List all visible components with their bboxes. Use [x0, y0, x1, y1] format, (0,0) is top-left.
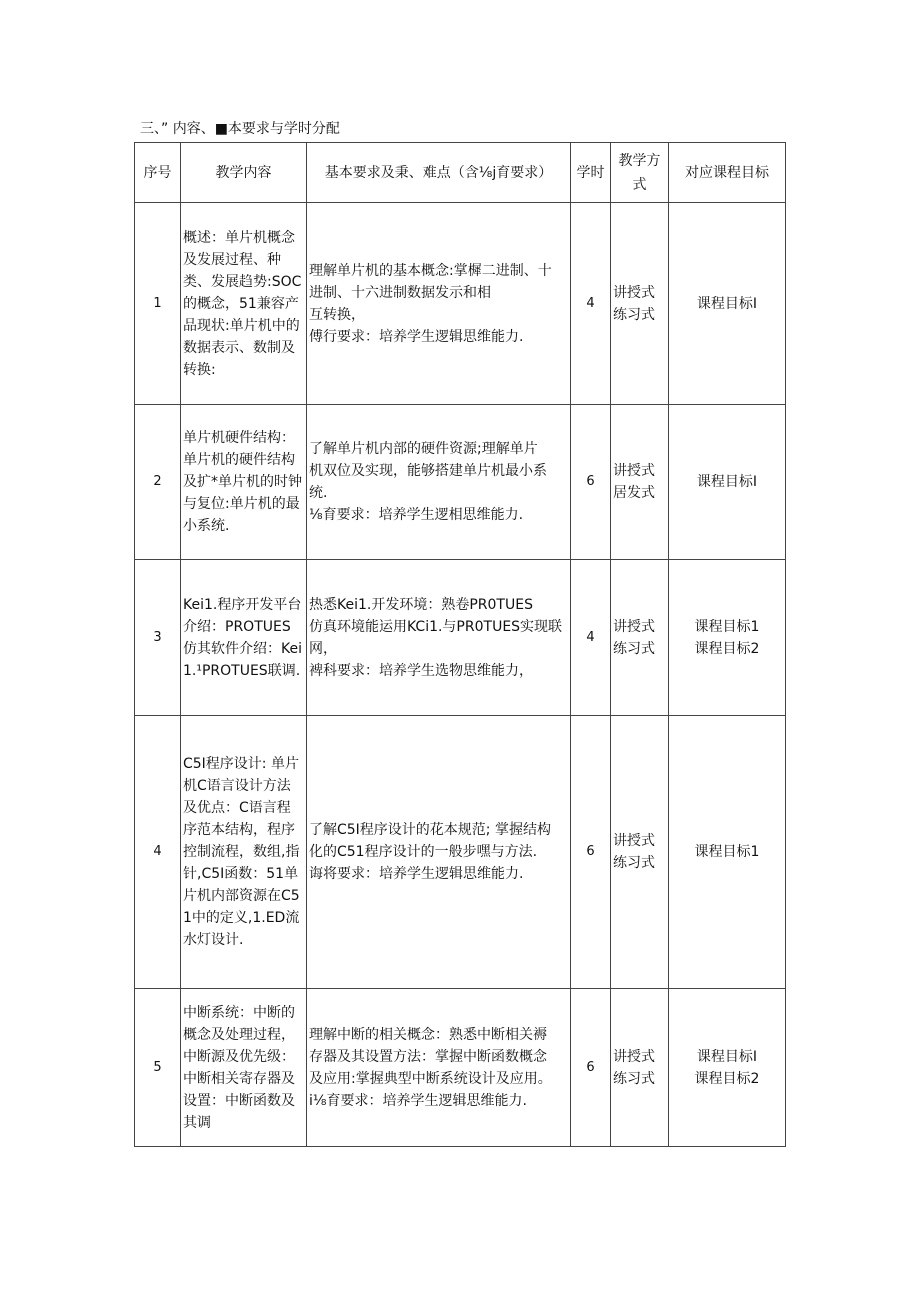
goal-line: 课程目标I	[696, 1048, 758, 1065]
requirement-line: 裨科要求：培养学生选物思维能力，	[309, 662, 533, 679]
requirement-line: 傅行要求：培养学生逻辑思维能力.	[309, 328, 524, 345]
requirement-line: 理解单片机的基本概念:掌樨二进制、十	[309, 262, 552, 279]
method-line: 练习式	[613, 640, 655, 657]
row-requirements	[307, 405, 571, 560]
goal-line: 课程目标2	[694, 640, 760, 657]
method-line: 讲授式	[613, 463, 655, 479]
teaching-schedule-table	[134, 142, 786, 1147]
header-requirements: 基本要求及秉、难点（含⅛j育要求）	[307, 143, 571, 203]
goal-line: 课程目标I	[696, 295, 758, 312]
table-row	[135, 716, 786, 989]
header-hours: 学时	[571, 143, 611, 203]
requirement-line: 理解中断的相关概念：熟悉中断相关褥	[309, 1026, 547, 1043]
requirement-line: i⅛育要求：培养学生逻辑思维能力.	[309, 1092, 527, 1109]
header-goal: 对应课程目标	[669, 143, 786, 203]
method-line: 居发式	[613, 485, 655, 501]
row-no: 1	[135, 203, 181, 405]
requirement-line: 化的C51程序设计的一般步嘿与方法.	[309, 844, 538, 860]
row-hours: 6	[571, 716, 611, 989]
method-line: 讲授式	[613, 618, 655, 635]
row-content: Kei1.程序开发平台介绍：PROTUES仿其软件介绍：Kei1.¹PROTUES联调.	[181, 560, 307, 716]
row-method	[611, 203, 669, 405]
row-content: 概述：单片机概念及发展过程、种类、发展趋势:SOC的概念，51兼容产品现状:单片机中的数据表示、数制及转换:	[181, 203, 307, 405]
row-method	[611, 716, 669, 989]
method-line: 讲授式	[613, 833, 655, 849]
row-no: 3	[135, 560, 181, 716]
requirement-line: 互转换，	[309, 306, 365, 323]
row-requirements	[307, 560, 571, 716]
goal-line: 课程目标2	[694, 1070, 760, 1087]
requirement-line: 统.	[309, 485, 328, 501]
row-method	[611, 989, 669, 1147]
row-goal	[669, 203, 786, 405]
table-row	[135, 560, 786, 716]
requirement-line: 仿真环境能运用KCi1.与PR0TUES实现联	[309, 618, 563, 635]
goal-line: 课程目标1	[694, 618, 760, 635]
header-method: 教学方式	[611, 143, 669, 203]
requirement-line: 及应用:掌握典型中断系统设计及应用。	[309, 1070, 552, 1087]
row-requirements	[307, 716, 571, 989]
method-line: 练习式	[613, 306, 655, 323]
requirement-line: 了解C5I程序设计的花本规范; 掌握结构	[309, 822, 551, 838]
requirement-line: 机双位及实现，能够搭建单片机最小系	[309, 463, 547, 479]
row-goal	[669, 405, 786, 560]
table-row	[135, 989, 786, 1147]
goal-line: 课程目标I	[696, 474, 758, 490]
row-requirements	[307, 203, 571, 405]
requirement-line: 网，	[309, 640, 337, 657]
row-method	[611, 405, 669, 560]
table-row	[135, 405, 786, 560]
row-content: 中断系统：中断的概念及处理过程，中断源及优先级：中断相关寄存器及设置：中断函数及其调	[181, 989, 307, 1147]
row-goal	[669, 560, 786, 716]
row-hours: 4	[571, 560, 611, 716]
row-requirements	[307, 989, 571, 1147]
header-no: 序号	[135, 143, 181, 203]
row-hours: 6	[571, 405, 611, 560]
row-goal	[669, 716, 786, 989]
requirement-line: 热悉Kei1.开发环境：熟卷PR0TUES	[309, 596, 533, 613]
method-line: 讲授式	[613, 284, 655, 301]
row-no: 4	[135, 716, 181, 989]
requirement-line: ⅛育要求：培养学生逻相思维能力.	[309, 507, 524, 523]
section-title: 三、” 内容、■本要求与学时分配	[140, 121, 340, 137]
row-hours: 4	[571, 203, 611, 405]
row-content: C5I程序设计: 单片机C语言设计方法及优点：C语言程序范本结构，程序控制流程，数组,指针,C5I函数：51单片机内部资源在C51中的定义,1.ED流水灯设计.	[181, 716, 307, 989]
row-method	[611, 560, 669, 716]
method-line: 讲授式	[613, 1048, 655, 1065]
row-no: 2	[135, 405, 181, 560]
row-hours: 6	[571, 989, 611, 1147]
header-content: 教学内容	[181, 143, 307, 203]
requirement-line: 进制、十六进制数据发示和相	[309, 284, 491, 301]
table-row	[135, 203, 786, 405]
requirement-line: 了解单片机内部的硬件资源;理解单片	[309, 441, 538, 457]
method-line: 练习式	[613, 855, 655, 871]
row-goal	[669, 989, 786, 1147]
row-content: 单片机硬件结构：单片机的硬件结构及扩*单片机的时钟与复位:单片机的最小系统.	[181, 405, 307, 560]
requirement-line: 诲将要求：培养学生逻辑思维能力.	[309, 866, 524, 882]
table-header-row	[135, 143, 786, 203]
requirement-line: 存器及其设置方法：掌握中断函数概念	[309, 1048, 547, 1065]
row-no: 5	[135, 989, 181, 1147]
method-line: 练习式	[613, 1070, 655, 1087]
goal-line: 课程目标1	[694, 844, 760, 860]
